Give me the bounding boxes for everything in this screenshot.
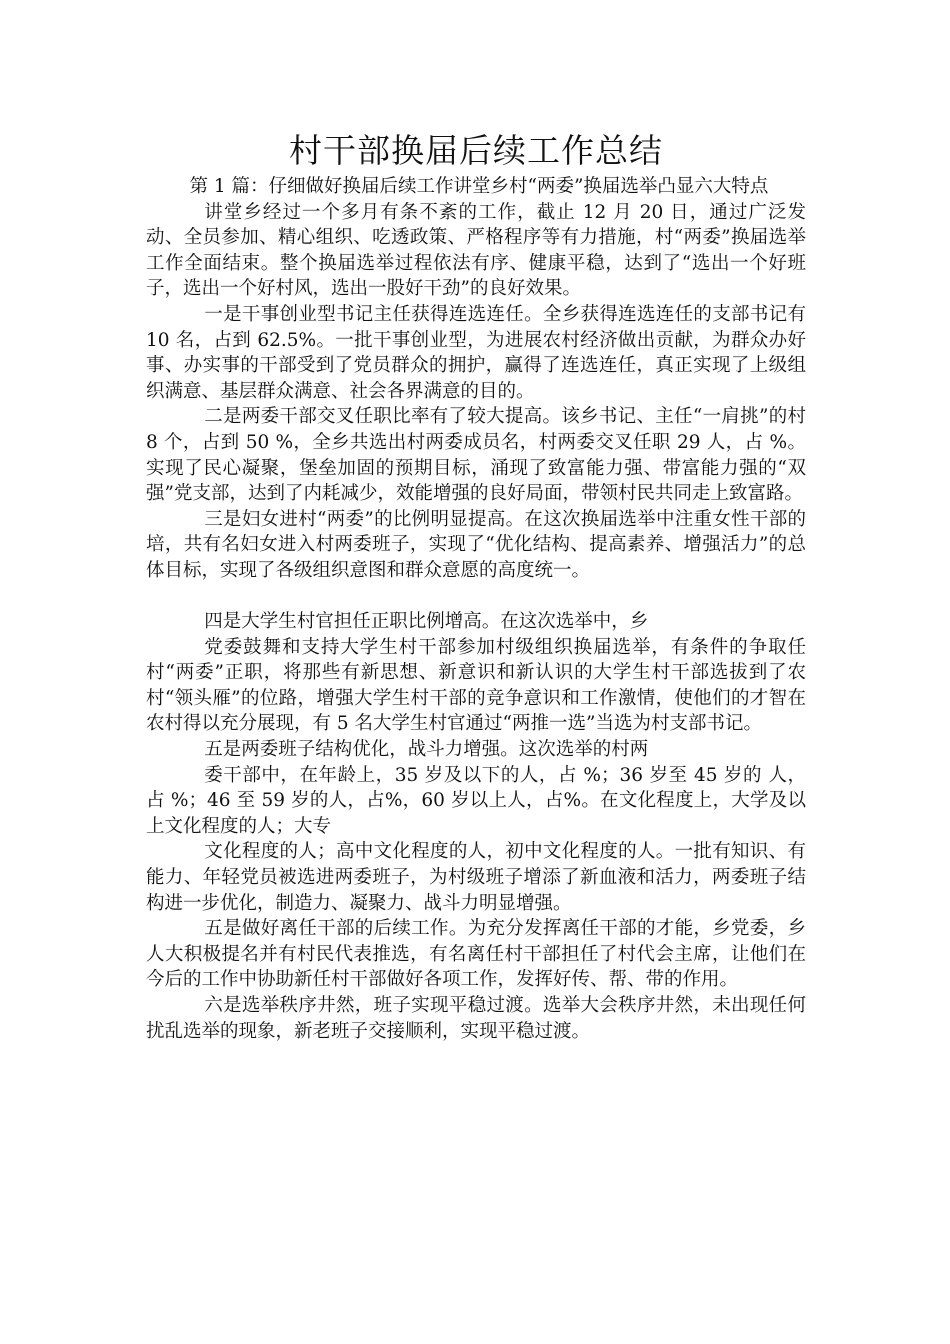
- point-four-lead: 四是大学生村官担任正职比例增高。在这次选举中，乡: [204, 611, 649, 633]
- point-four-paragraph: 党委鼓舞和支持大学生村干部参加村级组织换届选举，有条件的争取任村“两委”正职，将那些有新思想、新意识和新认识的大学生村干部选拔到了农村“领头雁”的位路，增强大学生村干部的竞争意识和工作激情，使他们的才智在农村得以充分展现，有 5 名大学生村官通过“两推一选”当选为村支部书记。: [146, 636, 806, 735]
- point-six-paragraph: 六是选举秩序井然，班子实现平稳过渡。选举大会秩序井然，未出现任何扰乱选举的现象，新老班子交接顺利，实现平稳过渡。: [146, 995, 806, 1042]
- paragraph-gap: [146, 584, 806, 610]
- point-two-paragraph: 二是两委干部交叉任职比率有了较大提高。该乡书记、主任“一肩挑”的村 8 个，占到 50 %，全乡共选出村两委成员名，村两委交叉任职 29 人，占 %。实现了民心凝聚，堡垒加固的预期目标，涌现了致富能力强、带富能力强的“双强”党支部，达到了内耗减少，效能增强的良好局面，带领村民共同走上致富路。: [146, 406, 806, 505]
- point-three-paragraph: 三是妇女进村“两委”的比例明显提高。在这次换届选举中注重女性干部的培，共有名妇女进入村两委班子，实现了“优化结构、提高素养、增强活力”的总体目标，实现了各级组织意图和群众意愿的高度统一。: [146, 508, 806, 581]
- document-page: [146, 128, 806, 1044]
- document-title: 村干部换届后续工作总结: [289, 131, 663, 170]
- point-five-paragraph: 委干部中，在年龄上，35 岁及以下的人，占 %；36 岁至 45 岁的 人，占 %；46 至 59 岁的人，占%，60 岁以上人，占%。在文化程度上，大学及以上文化程度的人；大专: [146, 764, 806, 837]
- article-heading: 第 1 篇：仔细做好换届后续工作讲堂乡村“两委”换届选举凸显六大特点: [189, 176, 769, 197]
- point-one-paragraph: 一是干事创业型书记主任获得连选连任。全乡获得连选连任的支部书记有 10 名，占到 62.5%。一批干事创业型，为进展农村经济做出贡献，为群众办好事、办实事的干部受到了党员群众的拥护，赢得了连选连任，真正实现了上级组织满意、基层群众满意、社会各界满意的目的。: [146, 303, 806, 402]
- point-five-continued: 文化程度的人；高中文化程度的人，初中文化程度的人。一批有知识、有能力、年轻党员被选进两委班子，为村级班子增添了新血液和活力，两委班子结构进一步优化，制造力、凝聚力、战斗力明显增强。: [146, 841, 806, 914]
- point-five-lead: 五是两委班子结构优化，战斗力增强。这次选举的村两: [204, 739, 649, 761]
- retired-cadres-paragraph: 五是做好离任干部的后续工作。为充分发挥离任干部的才能，乡党委，乡人大积极提名并有村民代表推选，有名离任村干部担任了村代会主席，让他们在今后的工作中协助新任村干部做好各项工作，发挥好传、帮、带的作用。: [146, 918, 806, 991]
- intro-paragraph: 讲堂乡经过一个多月有条不紊的工作，截止 12 月 20 日，通过广泛发动、全员参加、精心组织、吃透政策、严格程序等有力措施，村“两委”换届选举工作全面结束。整个换届选举过程依法有序、健康平稳，达到了“选出一个好班子，选出一个好村风，选出一股好干劲”的良好效果。: [146, 201, 806, 300]
